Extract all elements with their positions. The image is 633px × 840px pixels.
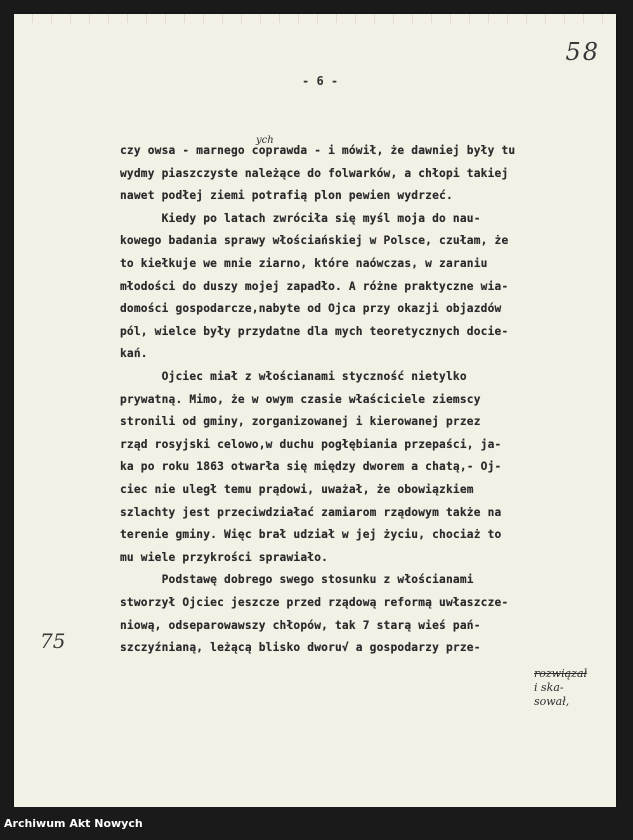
struck-word: rozwiązał — [534, 667, 588, 680]
text-line: młodości do duszy mojej zapadło. A różne praktyczne wia- — [120, 279, 509, 293]
text-line: stworzył Ojciec jeszcze przed rządową reformą uwłaszcze- — [120, 596, 509, 609]
text-line: kowego badania sprawy włościańskiej w Polsce, czułam, że — [120, 234, 509, 248]
text-line: rząd rosyjski celowo,w duchu pogłębiania przepaści, ja- — [120, 437, 502, 451]
text-line: wydmy piaszczyste należące do folwarków, a chłopi takiej — [120, 166, 509, 180]
text-line: mu wiele przykrości sprawiało. — [120, 550, 329, 564]
text-line: prywatną. Mimo, że w owym czasie właściciele ziemscy — [120, 392, 481, 406]
page-number: - 6 - — [302, 74, 339, 88]
archive-footer-bar — [0, 807, 633, 840]
margin-correction-note — [534, 667, 614, 709]
text-line: terenie gminy. Więc brał udział w jej życiu, chociaż to — [120, 528, 502, 542]
document-page — [14, 14, 616, 807]
text-line: nawet podłej ziemi potrafią plon pewien wydrzeć. — [120, 189, 453, 203]
text-line: Kiedy po latach zwróciła się myśl moja do nau- — [120, 211, 481, 225]
margin-page-number: 75 — [40, 629, 66, 653]
handwritten-insertion: ych — [256, 135, 274, 146]
text-line: kań. — [120, 347, 148, 361]
text-line: to kiełkuje we mnie ziarno, które naówczas, w zaraniu — [120, 257, 488, 270]
archive-name-label: Archiwum Akt Nowych — [4, 817, 143, 830]
text-line: domości gospodarcze,nabyte od Ojca przy okazji objazdów — [120, 302, 502, 316]
text-line: czy owsa - marnego coprawda - i mówił, że dawniej były tu — [120, 144, 516, 157]
text-line: Ojciec miał z włościanami styczność nietylko — [120, 370, 467, 383]
margin-note-text: i ska- sował, — [534, 681, 570, 708]
text-line: pól, wielce były przydatne dla mych teoretycznych docie- — [120, 324, 509, 338]
text-line: niową, odseparowawszy chłopów, tak 7 starą wieś pań- — [120, 618, 481, 632]
text-line: ka po roku 1863 otwarła się między dworem a chatą,- Oj- — [120, 460, 502, 474]
text-line: szlachty jest przeciwdziałać zamiarom rządowym także na — [120, 505, 502, 519]
page-edge-ruler — [14, 14, 616, 23]
text-line: ciec nie uległ temu prądowi, uważał, że obowiązkiem — [120, 483, 474, 496]
text-line: Podstawę dobrego swego stosunku z włościanami — [120, 573, 474, 587]
archive-folio-number: 58 — [565, 38, 600, 66]
text-line: stronili od gminy, zorganizowanej i kierowanej przez — [120, 415, 481, 429]
text-line: szczyźnianą, leżącą blisko dworu√ a gospodarzy prze- — [120, 641, 481, 655]
